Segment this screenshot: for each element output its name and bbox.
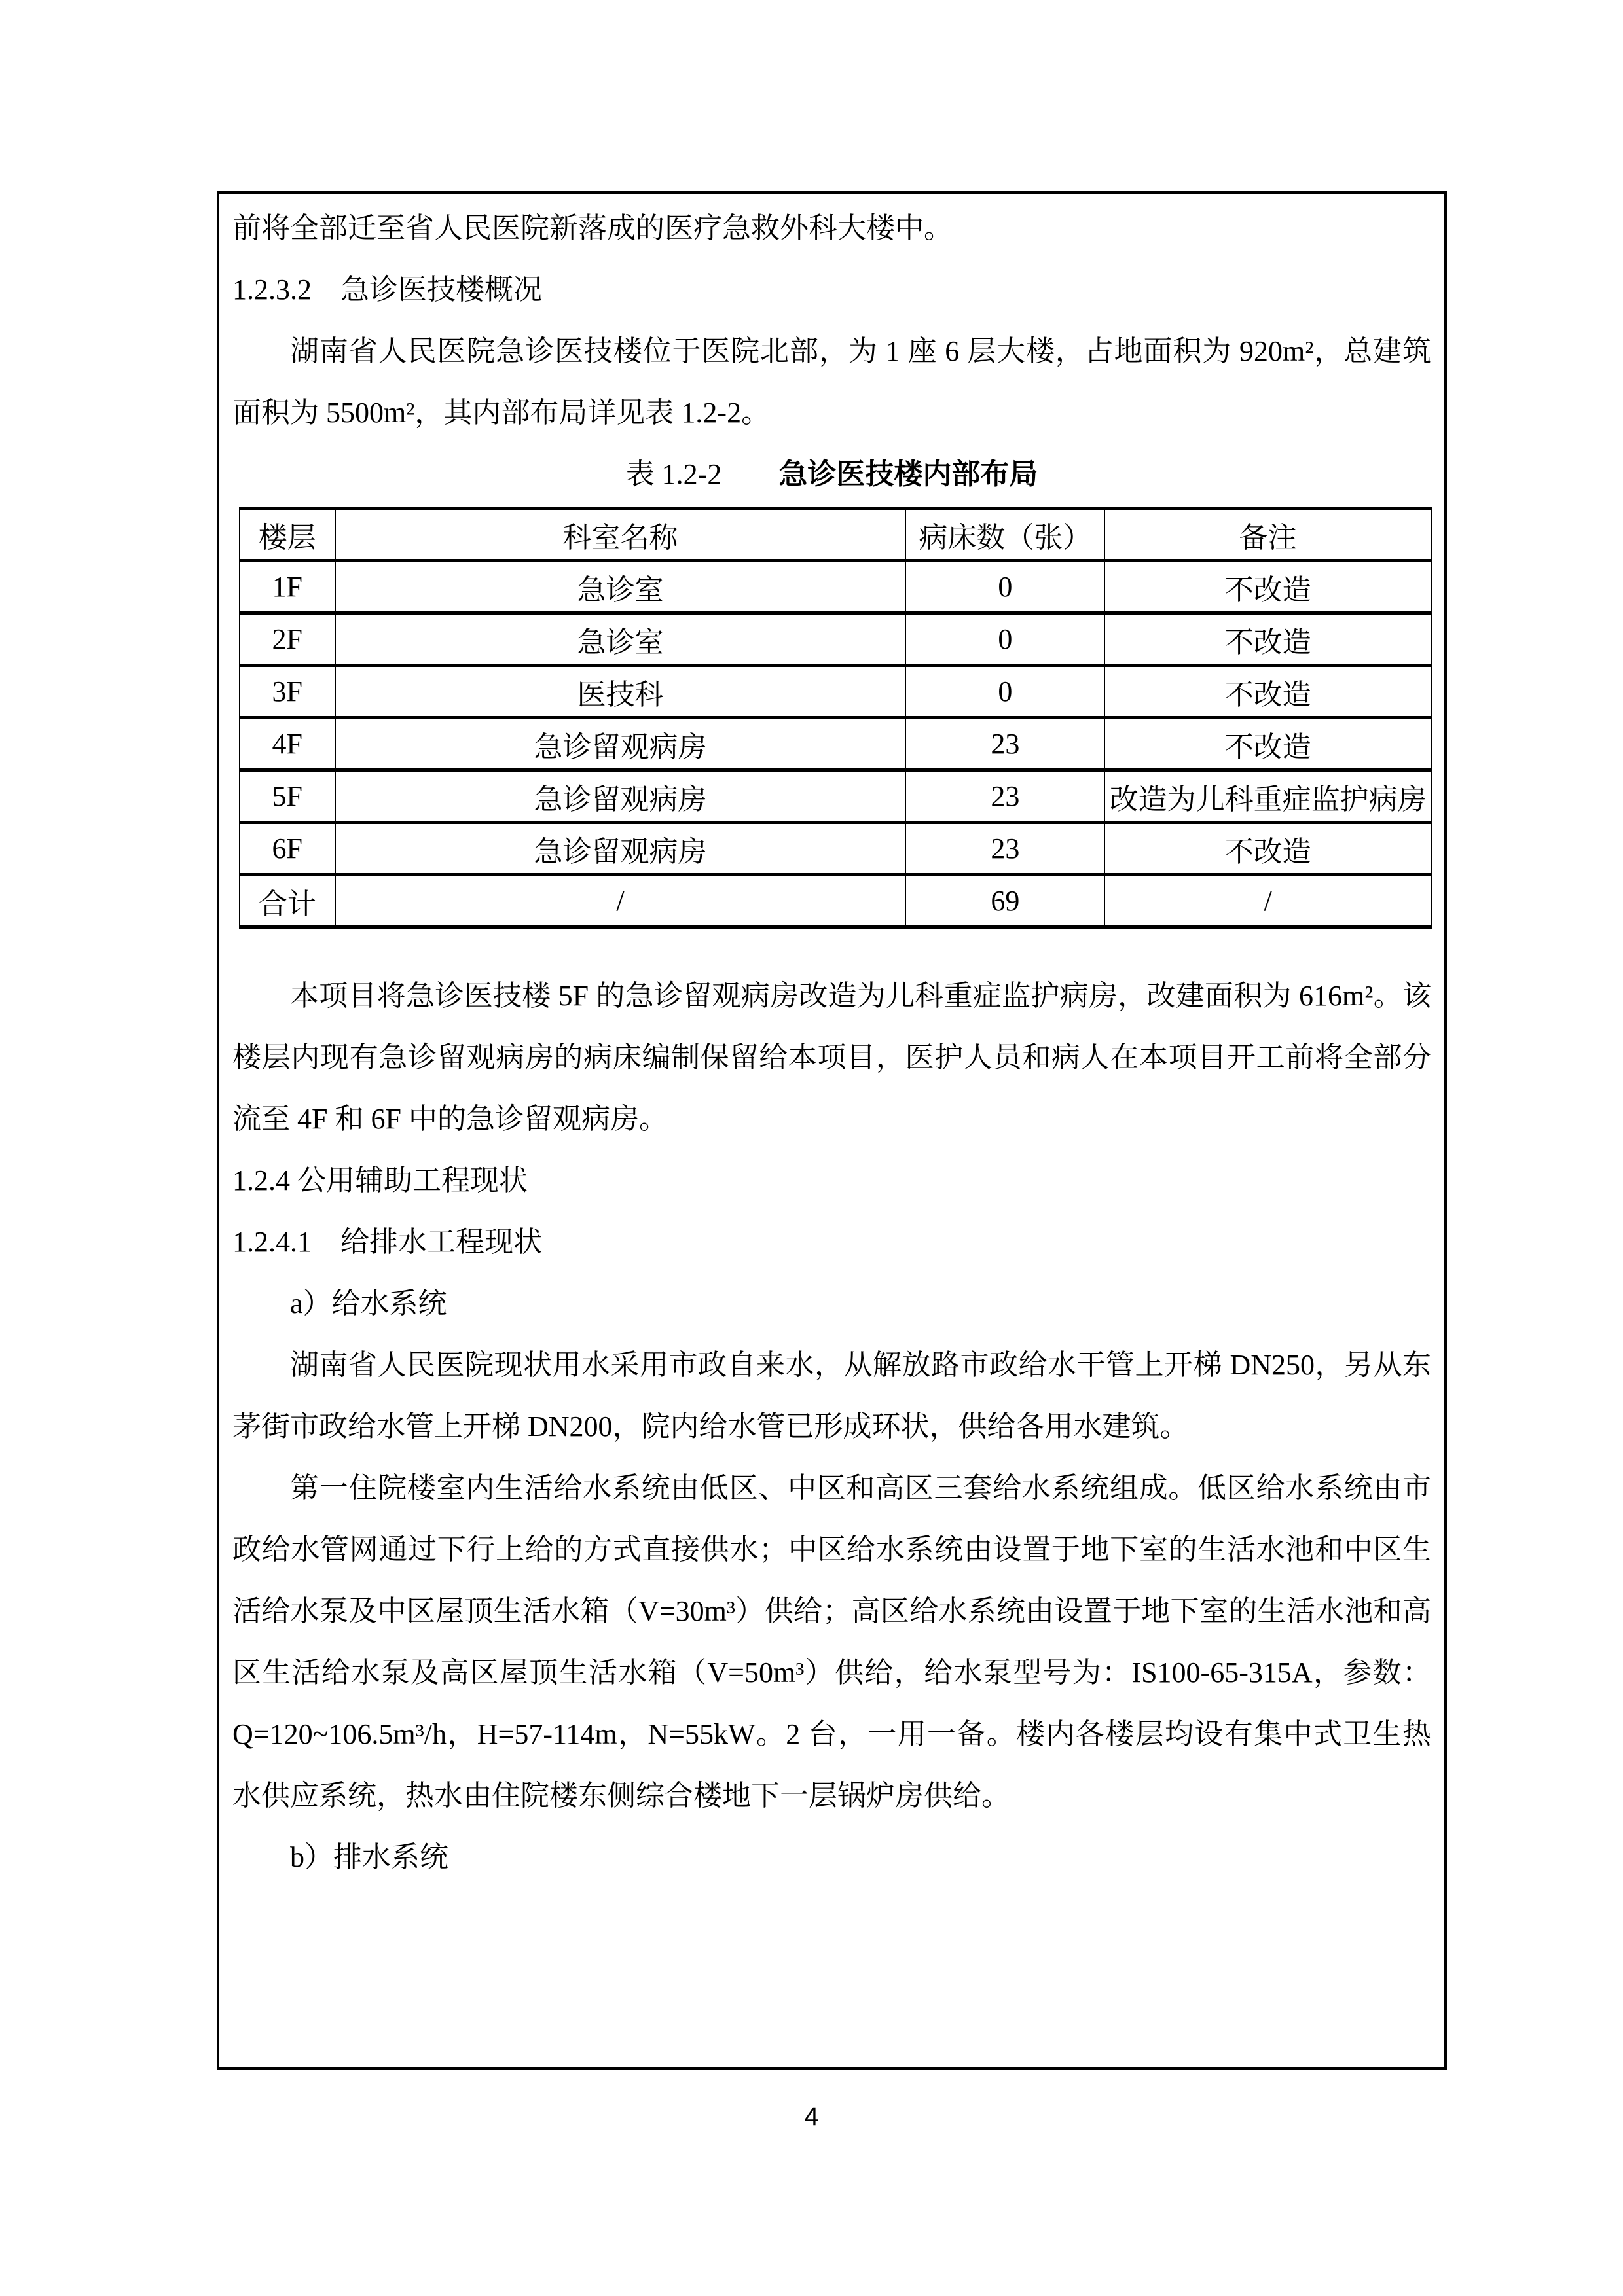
cell-floor: 1F	[240, 561, 335, 613]
paragraph-project-renovation: 本项目将急诊医技楼 5F 的急诊留观病房改造为儿科重症监护病房，改建面积为 616m²。该楼层内现有急诊留观病房的病床编制保留给本项目，医护人员和病人在本项目开工前将全部分流至 4F 和 6F 中的急诊留观病房。	[232, 980, 1431, 1135]
section-heading-1-2-3-2: 1.2.3.2 急诊医技楼概况	[232, 274, 542, 306]
cell-beds: 0	[905, 561, 1104, 613]
table-caption	[232, 444, 1431, 505]
cell-department: 急诊留观病房	[335, 770, 906, 823]
table-row	[240, 718, 1431, 770]
cell-floor: 5F	[240, 770, 335, 823]
cell-department: 急诊室	[335, 561, 906, 613]
page-number: 4	[804, 2102, 819, 2131]
col-header-beds: 病床数（张）	[905, 509, 1104, 561]
cell-department: 急诊室	[335, 613, 906, 666]
paragraph-water-source: 湖南省人民医院现状用水采用市政自来水，从解放路市政给水干管上开梯 DN250，另从东茅街市政给水管上开梯 DN200，院内给水管已形成环状，供给各用水建筑。	[232, 1349, 1431, 1443]
section-heading-1-2-4-1: 1.2.4.1 给排水工程现状	[232, 1226, 542, 1258]
cell-department: 急诊留观病房	[335, 823, 906, 875]
table-row	[240, 561, 1431, 613]
cell-floor: 2F	[240, 613, 335, 666]
cell-floor: 合计	[240, 875, 335, 927]
cell-department: /	[335, 875, 906, 927]
cell-remarks: 不改造	[1104, 561, 1431, 613]
building-layout-table	[239, 507, 1432, 929]
cell-remarks: 不改造	[1104, 613, 1431, 666]
col-header-remarks: 备注	[1104, 509, 1431, 561]
table-row-total	[240, 875, 1431, 927]
table-row	[240, 666, 1431, 718]
cell-remarks: 不改造	[1104, 666, 1431, 718]
cell-department: 医技科	[335, 666, 906, 718]
cell-remarks: 不改造	[1104, 718, 1431, 770]
subsection-b-drainage: b）排水系统	[290, 1841, 448, 1873]
paragraph-building-overview: 湖南省人民医院急诊医技楼位于医院北部，为 1 座 6 层大楼，占地面积为 920m²，总建筑面积为 5500m²，其内部布局详见表 1.2-2。	[232, 335, 1431, 429]
paragraph-first-inpatient-building: 第一住院楼室内生活给水系统由低区、中区和高区三套给水系统组成。低区给水系统由市政给水管网通过下行上给的方式直接供水；中区给水系统由设置于地下室的生活水池和中区生活给水泵及中区屋顶生活水箱（V=30m³）供给；高区给水系统由设置于地下室的生活水池和高区生活给水泵及高区屋顶生活水箱（V=50m³）供给，给水泵型号为：IS100-65-315A，参数：Q=120~106.5m³/h，H=57-114m，N=55kW。2 台，一用一备。楼内各楼层均设有集中式卫生热水供应系统，热水由住院楼东侧综合楼地下一层锅炉房供给。	[232, 1472, 1431, 1812]
section-heading-1-2-4: 1.2.4 公用辅助工程现状	[232, 1164, 528, 1196]
table-row	[240, 770, 1431, 823]
subsection-a-water-supply: a）给水系统	[290, 1287, 447, 1319]
cell-department: 急诊留观病房	[335, 718, 906, 770]
cell-beds: 23	[905, 770, 1104, 823]
table-caption-label: 表 1.2-2	[625, 458, 722, 490]
cell-remarks: 改造为儿科重症监护病房	[1104, 770, 1431, 823]
cell-remarks: 不改造	[1104, 823, 1431, 875]
col-header-department: 科室名称	[335, 509, 906, 561]
cell-beds: 0	[905, 666, 1104, 718]
cell-beds: 69	[905, 875, 1104, 927]
table-header-row	[240, 509, 1431, 561]
paragraph-continuation: 前将全部迁至省人民医院新落成的医疗急救外科大楼中。	[232, 212, 953, 244]
table-caption-title: 急诊医技楼内部布局	[778, 458, 1038, 490]
cell-beds: 0	[905, 613, 1104, 666]
cell-floor: 4F	[240, 718, 335, 770]
table-row	[240, 613, 1431, 666]
cell-floor: 3F	[240, 666, 335, 718]
col-header-floor: 楼层	[240, 509, 335, 561]
cell-beds: 23	[905, 718, 1104, 770]
cell-floor: 6F	[240, 823, 335, 875]
cell-beds: 23	[905, 823, 1104, 875]
table-row	[240, 823, 1431, 875]
page-border-frame	[217, 191, 1447, 2070]
cell-remarks: /	[1104, 875, 1431, 927]
